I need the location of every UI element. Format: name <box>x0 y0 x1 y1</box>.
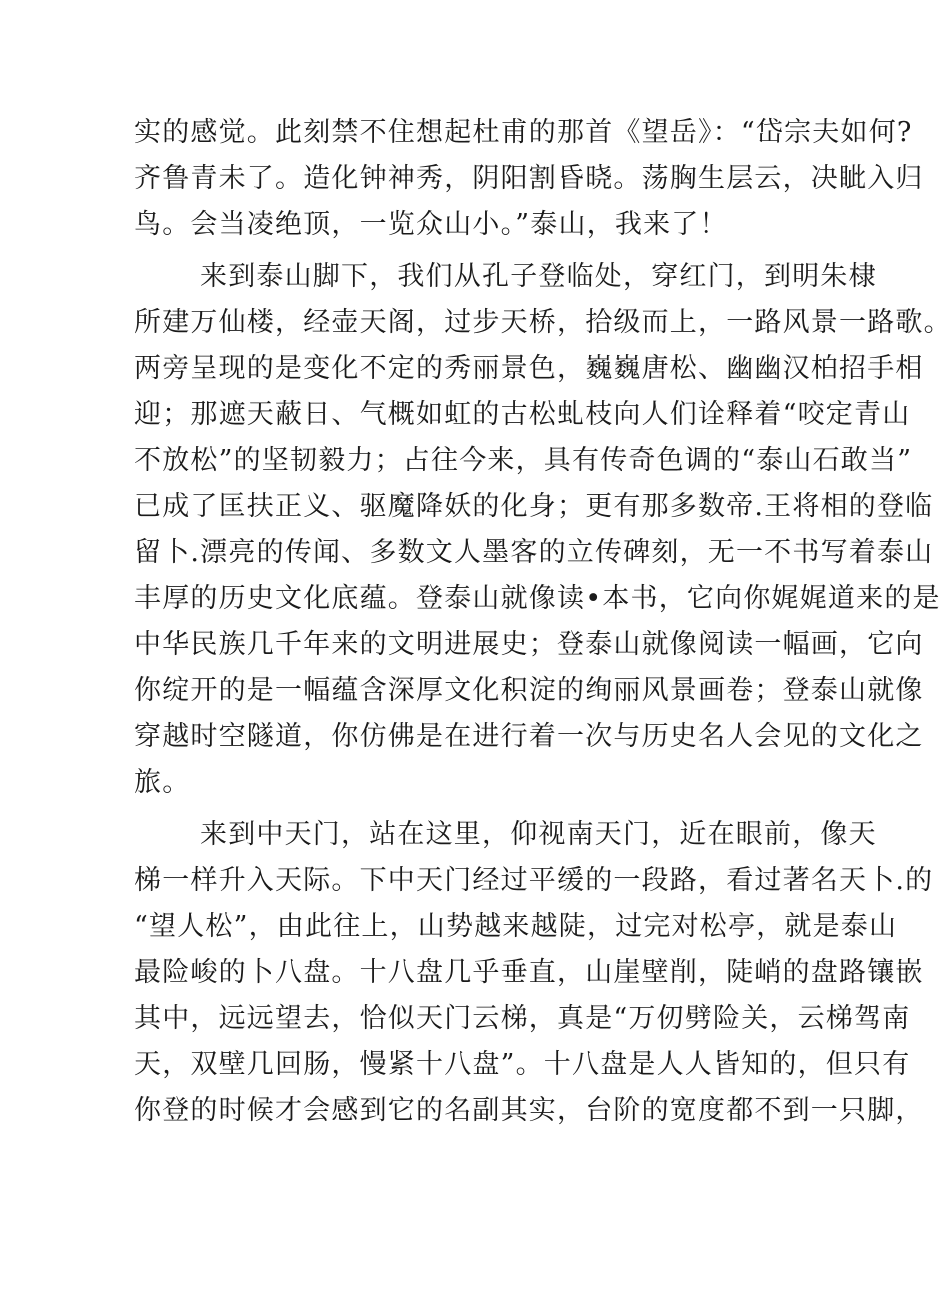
text-line: 天，双壁几回肠，慢紧十八盘”。十八盘是人人皆知的，但只有 <box>134 1049 911 1080</box>
text-line: 所建万仙楼，经壶天阁，过步天桥，拾级而上，一路风景一路歌。 <box>134 307 952 338</box>
text-line: 来到泰山脚下，我们从孔子登临处，穿红门，到明朱棣 <box>200 261 877 292</box>
paragraph-2 <box>134 254 952 806</box>
text-line: 已成了匡扶正义、驱魔降妖的化身；更有那多数帝.王将相的登临 <box>134 491 934 522</box>
text-line: 中华民族几千年来的文明进展史；登泰山就像阅读一幅画，它向 <box>134 629 924 660</box>
text-line: 齐鲁青未了。造化钟神秀，阴阳割昏晓。荡胸生层云，决眦入归 <box>134 163 924 194</box>
text-line: 不放松”的坚韧毅力；占往今来，具有传奇色调的“泰山石敢当” <box>134 445 913 476</box>
text-line: 两旁呈现的是变化不定的秀丽景色，巍巍唐松、幽幽汉柏招手相 <box>134 353 924 384</box>
text-line: 你绽开的是一幅蕴含深厚文化积淀的绚丽风景画卷；登泰山就像 <box>134 675 924 706</box>
text-line: 实的感觉。此刻禁不住想起杜甫的那首《望岳》：“岱宗夫如何? <box>134 117 913 148</box>
text-line: “望人松”，由此往上，山势越来越陡，过完对松亭，就是泰山 <box>134 911 898 942</box>
text-line: 来到中天门，站在这里，仰视南天门，近在眼前，像天 <box>200 819 877 850</box>
text-line: 穿越时空隧道，你仿佛是在进行着一次与历史名人会见的文化之 <box>134 721 924 752</box>
text-line: 鸟。会当凌绝顶，一览众山小。”泰山，我来了！ <box>134 209 728 240</box>
text-line: 最险峻的卜八盘。十八盘几乎垂直，山崖壁削，陡峭的盘路镶嵌 <box>134 957 924 988</box>
text-line: 其中，远远望去，恰似天门云梯，真是“万仞劈险关，云梯驾南 <box>134 1003 911 1034</box>
text-line: 你登的时候才会感到它的名副其实，台阶的宽度都不到一只脚， <box>134 1095 924 1126</box>
paragraph-3 <box>134 812 934 1134</box>
text-line: 梯一样升入天际。下中天门经过平缓的一段路，看过著名天卜.的 <box>134 865 934 896</box>
paragraph-1 <box>134 110 924 248</box>
text-line: 迎；那遮天蔽日、气概如虹的古松虬枝向人们诠释着“咬定青山 <box>134 399 911 430</box>
text-line: 丰厚的历史文化底蕴。登泰山就像读•本书，它向你娓娓道来的是 <box>134 583 941 614</box>
text-line: 留卜.漂亮的传闻、多数文人墨客的立传碑刻，无一不书写着泰山 <box>134 537 934 568</box>
text-line: 旅。 <box>134 767 191 798</box>
document-page <box>134 110 952 1134</box>
